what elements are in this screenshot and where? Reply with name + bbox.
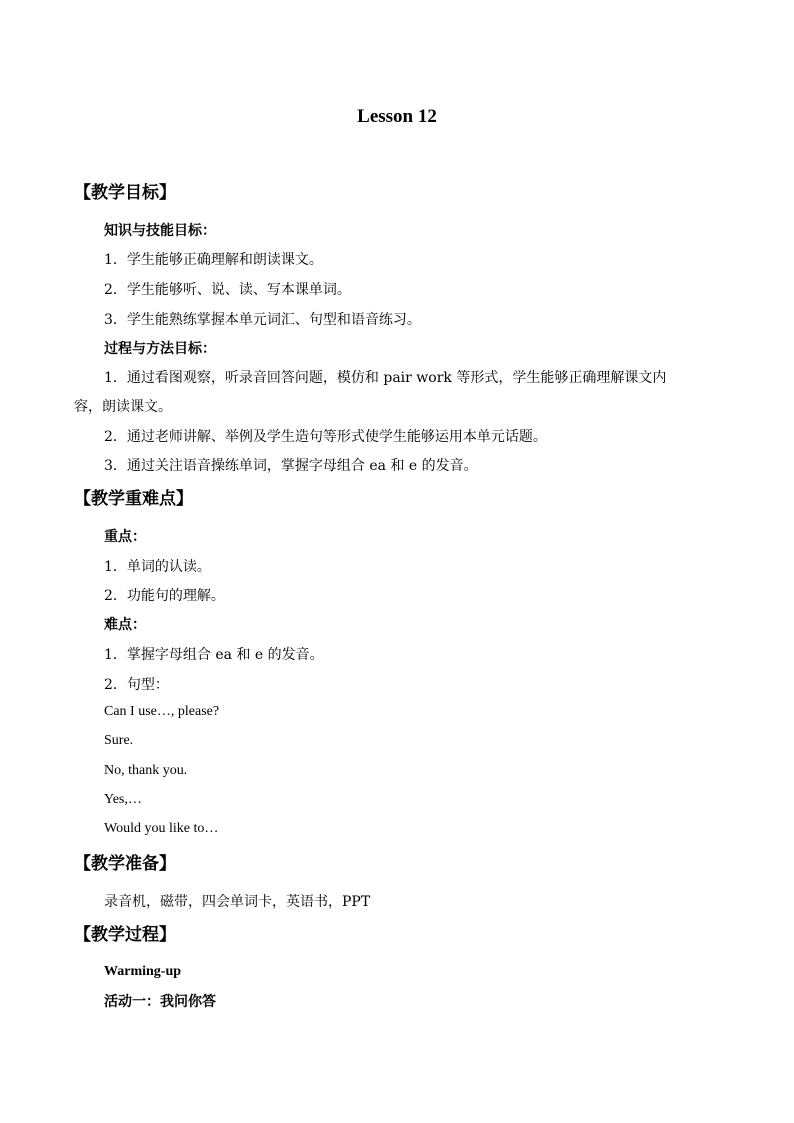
sentence-pattern: Can I use…, please? <box>104 704 220 719</box>
key-item: 2．功能句的理解。 <box>104 588 225 604</box>
knowledge-item: 1．学生能够正确理解和朗读课文。 <box>104 252 323 268</box>
process-heading: 过程与方法目标： <box>104 341 216 357</box>
difficult-item: 2．句型： <box>104 677 169 693</box>
warmup-heading: Warming-up <box>104 964 182 979</box>
knowledge-heading: 知识与技能目标： <box>104 223 216 239</box>
knowledge-item: 3．学生能熟练掌握本单元词汇、句型和语音练习。 <box>104 312 421 328</box>
sentence-pattern: Yes,… <box>104 792 142 807</box>
difficult-item: 1．掌握字母组合 ea 和 e 的发音。 <box>104 647 324 663</box>
section-heading-key-points: 【教学重难点】 <box>74 489 193 509</box>
process-item-continued: 容，朗读课文。 <box>74 399 172 415</box>
knowledge-item: 2．学生能够听、说、读、写本课单词。 <box>104 282 351 298</box>
section-heading-process: 【教学过程】 <box>74 925 176 945</box>
sentence-pattern: No, thank you. <box>104 763 188 778</box>
activity-heading: 活动一：我问你答 <box>104 994 216 1010</box>
sentence-pattern: Sure. <box>104 733 134 748</box>
key-item: 1．单词的认读。 <box>104 559 211 575</box>
key-heading: 重点： <box>104 529 146 545</box>
section-heading-objectives: 【教学目标】 <box>74 183 176 203</box>
page-title: Lesson 12 <box>357 106 437 127</box>
process-item: 3．通过关注语音操练单词，掌握字母组合 ea 和 e 的发音。 <box>104 458 478 474</box>
difficult-heading: 难点： <box>104 617 146 633</box>
preparation-text: 录音机，磁带，四会单词卡，英语书，PPT <box>104 894 371 910</box>
process-item: 2．通过老师讲解、举例及学生造句等形式使学生能够运用本单元话题。 <box>104 429 547 445</box>
sentence-pattern: Would you like to… <box>104 821 219 836</box>
process-item: 1．通过看图观察，听录音回答问题，模仿和 pair work 等形式，学生能够正确理解课文内 <box>104 370 667 386</box>
section-heading-preparation: 【教学准备】 <box>74 854 176 874</box>
